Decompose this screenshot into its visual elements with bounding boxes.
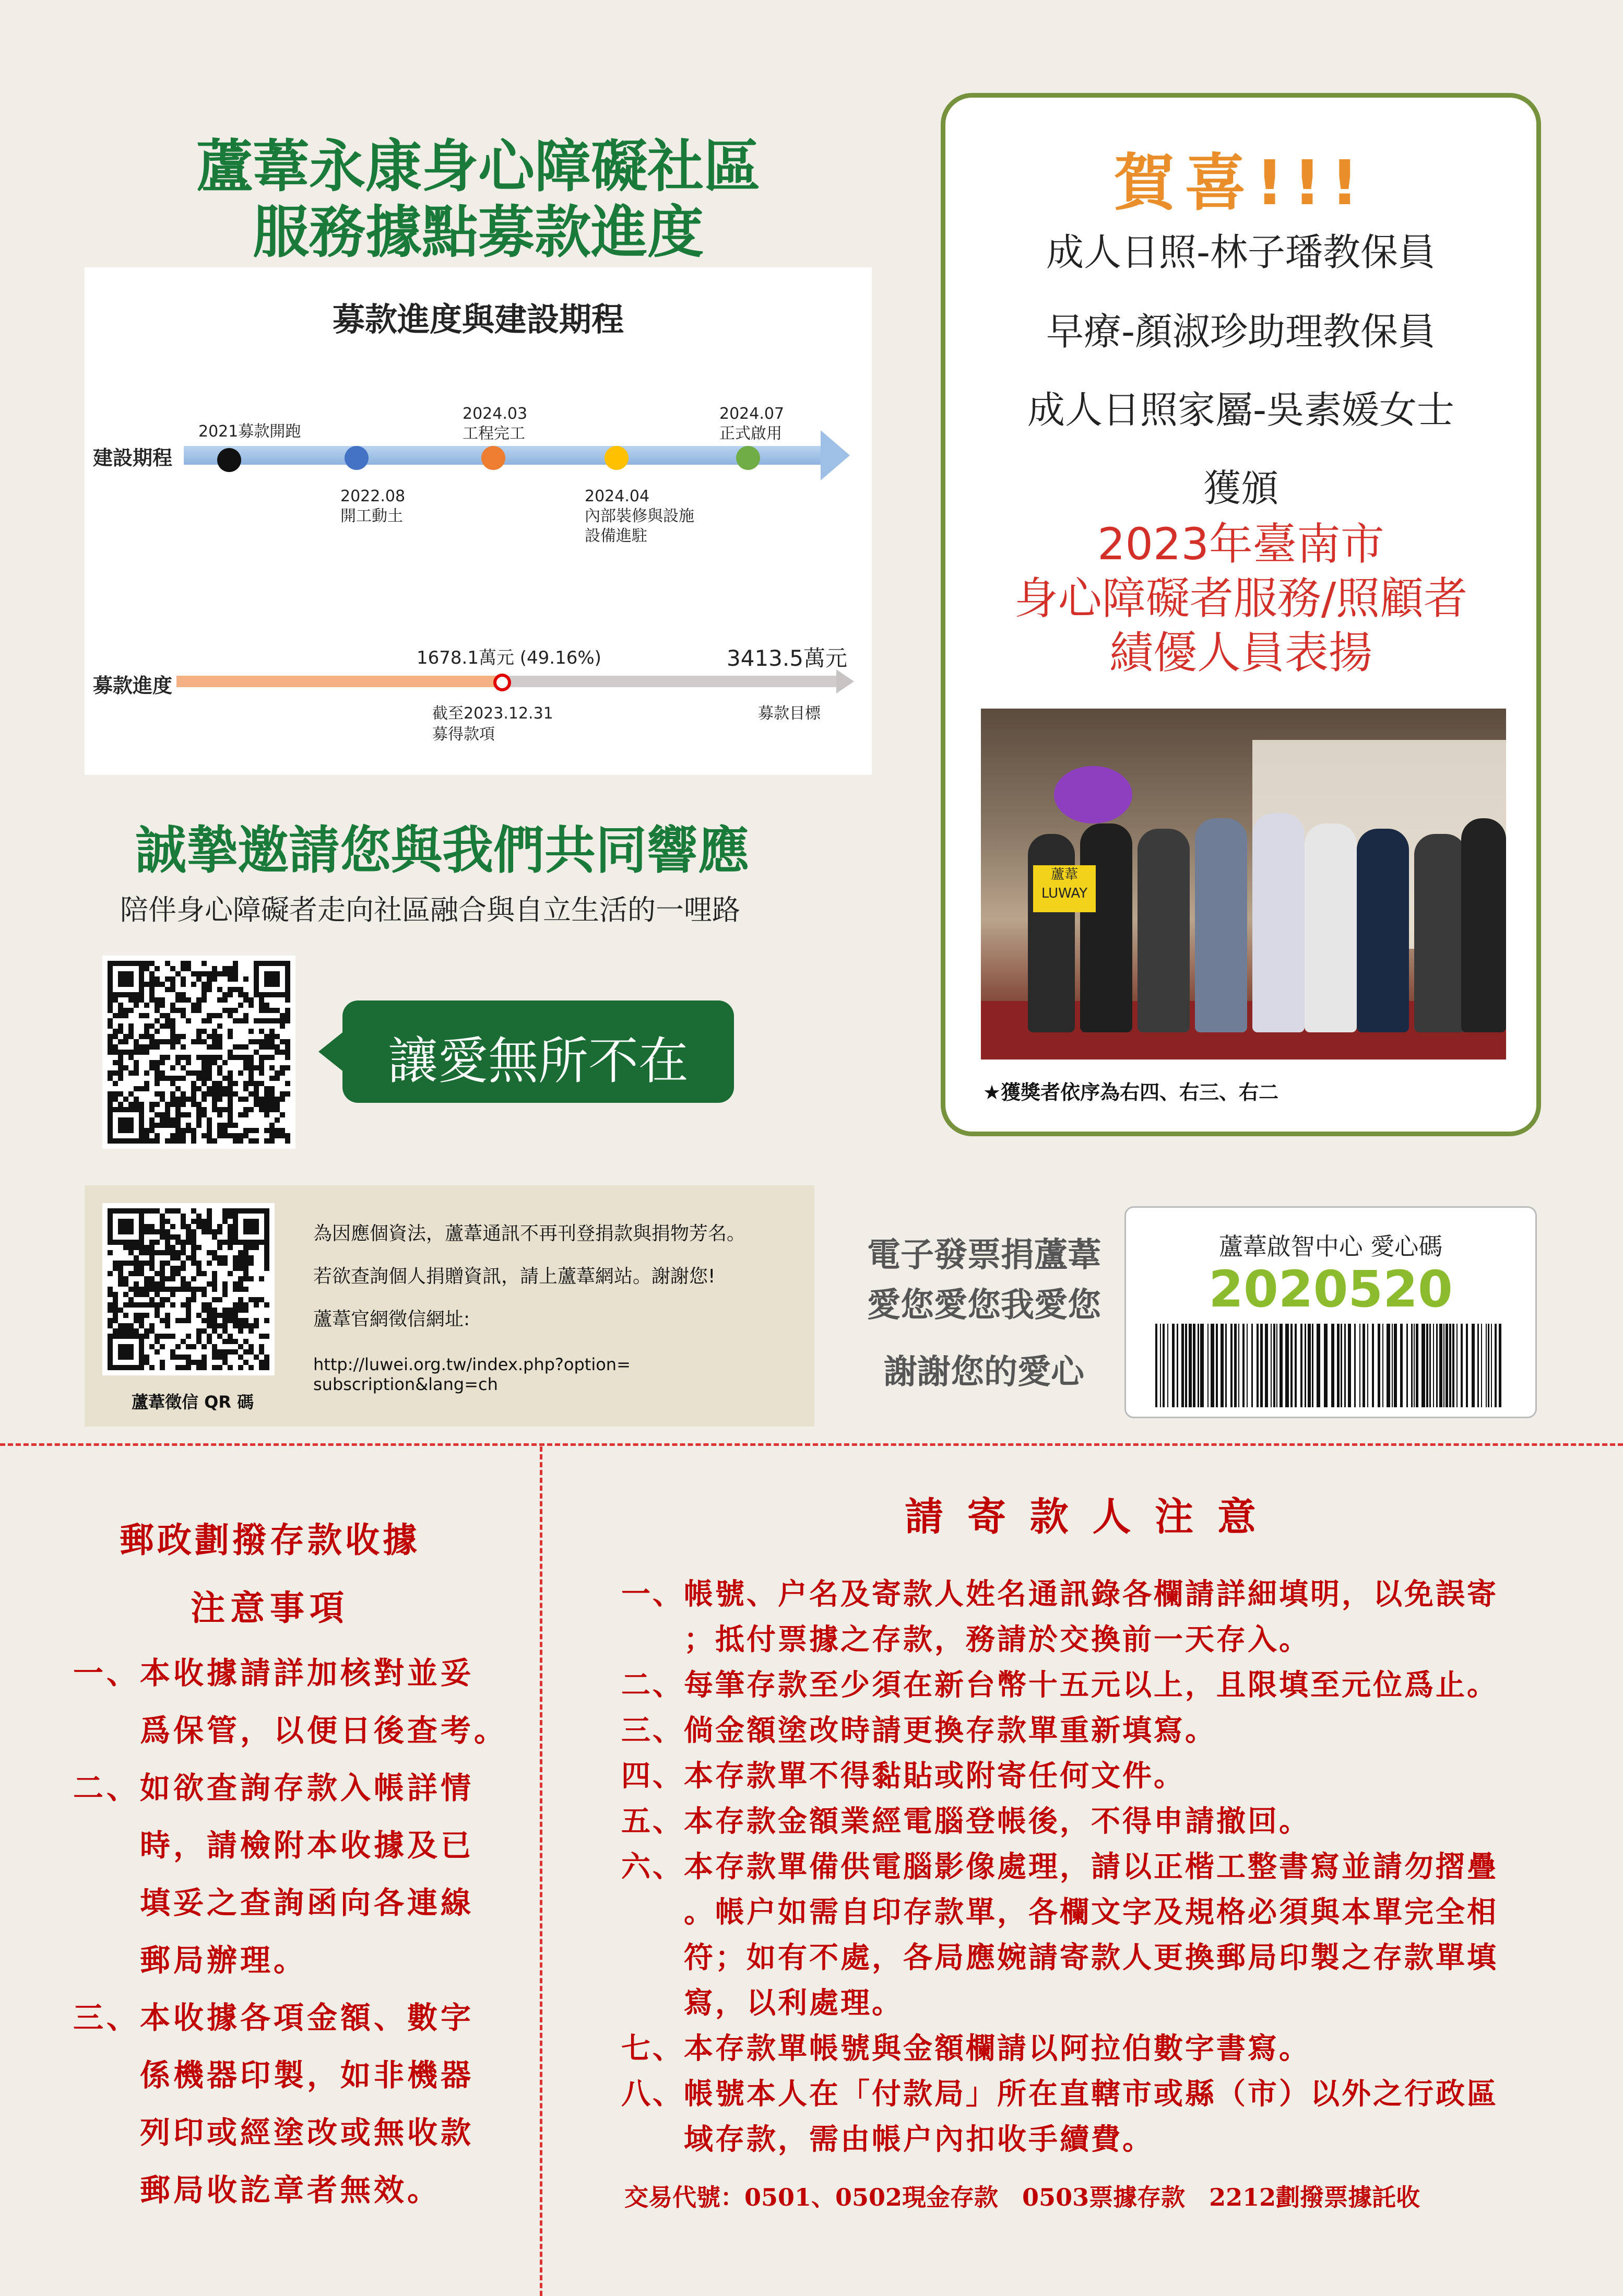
- receipt-notes-title1: 郵政劃撥存款收據: [120, 1520, 420, 1560]
- love-code-box: [1124, 1206, 1537, 1418]
- fundraising-progress-card: [85, 267, 872, 775]
- main-title-line2: 服務據點募款進度: [252, 200, 704, 265]
- milestone-date-2022-08: 2022.08: [340, 487, 406, 505]
- invite-subtitle: 陪伴身心障礙者走向社區融合與自立生活的一哩路: [120, 893, 740, 926]
- receipt-note-line: 郵局收訖章者無效。: [73, 2172, 441, 2208]
- photo-balloon: [1054, 766, 1132, 823]
- website-url-link[interactable]: http://luwei.org.tw/index.php?option= subscription&lang=ch: [313, 1355, 631, 1394]
- award-line2: 身心障礙者服務/照顧者: [1014, 573, 1468, 624]
- milestone-sub-2024-07: 正式啟用: [719, 425, 782, 443]
- award-line3: 績優人員表揚: [1109, 627, 1372, 678]
- dashed-divider-vertical: [540, 1446, 542, 2296]
- award-ceremony-photo: [981, 709, 1506, 1059]
- sender-note-line: 二、每筆存款至少須在新台幣十五元以上，且限填至元位爲止。: [621, 1668, 1498, 1702]
- milestone-sub-2024-04: 內部裝修與設施: [585, 507, 694, 525]
- milestone-dot-2024-04: [605, 446, 629, 470]
- milestone-dot-2022-08: [345, 446, 369, 470]
- photo-person-7: [1357, 829, 1409, 1032]
- sender-note-line: 四、本存款單不得黏貼或附寄任何文件。: [621, 1759, 1185, 1793]
- received-label: 獲頒: [1203, 466, 1278, 510]
- photo-sign-text2: LUWAY: [1041, 886, 1088, 902]
- milestone-dot-2024-03: [481, 446, 505, 470]
- receipt-note-line: 列印或經塗改或無收款: [73, 2115, 475, 2150]
- congratulations-panel: [941, 93, 1541, 1136]
- milestone-date-2024-07: 2024.07: [719, 405, 785, 423]
- award-line1: 2023年臺南市: [1097, 519, 1384, 570]
- invite-title: 誠摯邀請您與我們共同響應: [135, 821, 749, 880]
- photo-caption: ★獲獎者依序為右四、右三、右二: [983, 1081, 1279, 1104]
- barcode-icon: [1155, 1324, 1508, 1407]
- website-qr-code[interactable]: [102, 1203, 275, 1375]
- qr-code-icon: [102, 956, 295, 1149]
- receipt-note-line: 爲保管，以便日後查考。: [73, 1713, 508, 1748]
- receipt-note-line: 時，請檢附本收據及已: [73, 1828, 475, 1863]
- e-invoice-line1: 電子發票捐蘆葦: [867, 1236, 1101, 1275]
- milestone-label-2021: 2021募款開跑: [198, 422, 301, 441]
- sender-note-line: 六、本存款單備供電腦影像處理，請以正楷工整書寫並請勿摺疊: [621, 1850, 1498, 1884]
- sender-note-line: 五、本存款金額業經電腦登帳後，不得申請撤回。: [621, 1804, 1310, 1839]
- sender-note-line: 七、本存款單帳號與金額欄請以阿拉伯數字書寫。: [621, 2031, 1310, 2066]
- milestone-sub-2024-03: 工程完工: [463, 425, 525, 443]
- sender-note-line: ；抵付票據之存款，務請於交換前一天存入。: [621, 1622, 1310, 1657]
- love-everywhere-label: 讓愛無所不在: [388, 1032, 689, 1090]
- receipt-note-line: 三、本收據各項金額、數字: [73, 2000, 475, 2035]
- transaction-codes: 交易代號：0501、0502現金存款 0503票據存款 2212劃撥票據託收: [624, 2183, 1420, 2211]
- progress-card-title: 募款進度與建設期程: [332, 300, 624, 338]
- photo-person-2: [1080, 823, 1132, 1032]
- sender-note-line: 三、倘金額塗改時請更換存款單重新填寫。: [621, 1713, 1216, 1748]
- awardee-1: 成人日照-林子璠教保員: [1046, 230, 1436, 274]
- receipt-notes-title2: 注意事項: [191, 1587, 349, 1628]
- info-line-3: 蘆葦官網徵信網址:: [313, 1309, 470, 1330]
- receipt-note-line: 二、如欲查詢存款入帳詳情: [73, 1770, 475, 1806]
- photo-sign: [1033, 865, 1096, 912]
- love-code-number: 2020520: [1209, 1260, 1453, 1318]
- info-line-1: 為因應個資法，蘆葦通訊不再刊登捐款與捐物芳名。: [313, 1223, 746, 1244]
- love-code-label: 蘆葦啟智中心 愛心碼: [1218, 1232, 1443, 1261]
- info-line-2: 若欲查詢個人捐贈資訊，請上蘆葦網站。謝謝您!: [313, 1266, 716, 1287]
- sender-note-line: 符；如有不處，各局應婉請寄款人更換郵局印製之存款單填: [621, 1940, 1498, 1975]
- receipt-note-line: 郵局辦理。: [73, 1942, 307, 1978]
- raised-note-line2: 募得款項: [432, 725, 495, 744]
- fundraising-label: 募款進度: [93, 674, 173, 697]
- photo-person-1: [1028, 834, 1075, 1032]
- photo-person-9: [1461, 818, 1506, 1032]
- raised-amount: 1678.1萬元 (49.16%): [417, 647, 601, 668]
- qr-code-icon: [102, 1203, 275, 1375]
- fundraising-arrow-head: [836, 669, 854, 693]
- construction-label: 建設期程: [93, 446, 173, 469]
- sender-notes-title: 請 寄 款 人 注 意: [905, 1494, 1261, 1539]
- sender-note-line: 域存款，需由帳户內扣收手續費。: [621, 2122, 1154, 2157]
- congrats-heading: 賀喜!!!: [1113, 147, 1368, 219]
- qr-caption: 蘆葦徵信 QR 碼: [132, 1392, 254, 1412]
- milestone-sub2-2024-04: 設備進駐: [585, 527, 647, 545]
- donor-privacy-info-box: [85, 1185, 814, 1427]
- dashed-divider-horizontal: [0, 1443, 1623, 1446]
- photo-person-5: [1252, 813, 1305, 1032]
- sender-note-line: 八、帳號本人在「付款局」所在直轄市或縣（市）以外之行政區: [621, 2077, 1498, 2111]
- fundraising-fill: [176, 676, 502, 687]
- e-invoice-line2: 愛您愛您我愛您: [867, 1286, 1101, 1325]
- goal-note: 募款目標: [758, 704, 821, 723]
- awardee-2: 早療-顏淑珍助理教保員: [1046, 310, 1436, 354]
- sender-note-line: 寫，以利處理。: [621, 1986, 903, 2020]
- donation-qr-code[interactable]: [102, 956, 295, 1149]
- milestone-date-2024-03: 2024.03: [463, 405, 528, 423]
- love-everywhere-button[interactable]: [318, 1000, 734, 1103]
- raised-note-line1: 截至2023.12.31: [432, 704, 553, 723]
- milestone-sub-2022-08: 開工動土: [340, 507, 403, 525]
- sender-note-line: 一、帳號、户名及寄款人姓名通訊錄各欄請詳細填明，以免誤寄: [621, 1577, 1498, 1611]
- main-title-line1: 蘆葦永康身心障礙社區: [196, 134, 760, 199]
- receipt-note-line: 填妥之查詢函向各連線: [73, 1885, 475, 1921]
- awardee-3: 成人日照家屬-吳素媛女士: [1027, 388, 1454, 432]
- e-invoice-line3: 謝謝您的愛心: [884, 1353, 1084, 1392]
- receipt-note-line: 一、本收據請詳加核對並妥: [73, 1655, 475, 1691]
- photo-person-3: [1138, 829, 1190, 1032]
- raised-marker: [493, 674, 511, 691]
- photo-person-8: [1414, 834, 1466, 1032]
- photo-sign-text1: 蘆葦: [1050, 867, 1078, 882]
- photo-person-4: [1195, 818, 1247, 1032]
- receipt-note-line: 係機器印製，如非機器: [73, 2057, 475, 2093]
- milestone-date-2024-04: 2024.04: [585, 487, 650, 505]
- photo-person-6: [1305, 823, 1357, 1032]
- milestone-dot-2024-07: [736, 446, 760, 470]
- goal-amount: 3413.5萬元: [727, 645, 847, 671]
- milestone-dot-2021: [217, 448, 241, 472]
- sender-note-line: 。帳户如需自印存款單，各欄文字及規格必須與本單完全相: [621, 1895, 1498, 1929]
